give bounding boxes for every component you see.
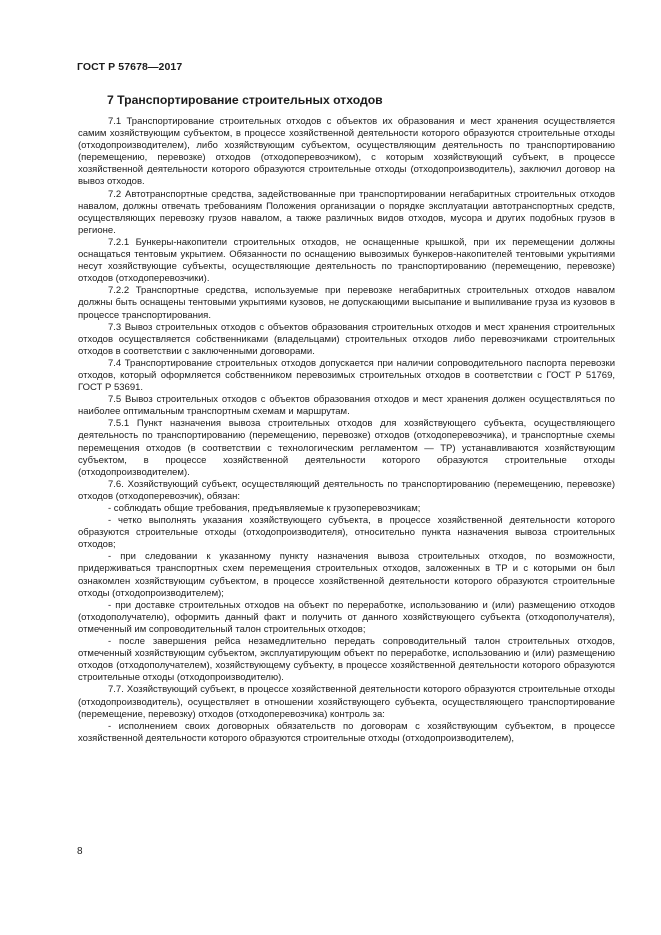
list-item: - исполнением своих договорных обязательств по договорам с хозяйствующим субъектом, в процессе хозяйственной деятельности которого образуются строительные отходы (отходопроизводителем), bbox=[78, 720, 615, 744]
paragraph-7-5: 7.5 Вывоз строительных отходов с объектов образования отходов и мест хранения должен осуществляться по наиболее оптимальным транспортным схемам и маршрутам. bbox=[78, 394, 615, 418]
paragraph-7-3: 7.3 Вывоз строительных отходов с объектов образования строительных отходов и мест хранения строительных отходов осуществляется собственниками (владельцами) строительных отходов либо перевозчиками строительных отходов в соответствии с заключенными договорами. bbox=[78, 321, 615, 357]
document-header: ГОСТ Р 57678—2017 bbox=[77, 61, 183, 73]
paragraph-7-2-1: 7.2.1 Бункеры-накопители строительных отходов, не оснащенные крышкой, при их перемещении должны оснащаться тентовым укрытием. Обязанности по оснащению вывозимых бункеров-накопителей тентовыми укрытиями несут хозяйствующие субъекты, осуществляющие деятельность по транспортированию (перемещению, перевозке) отходов (отходоперевозчики). bbox=[78, 236, 615, 285]
list-item: - после завершения рейса незамедлительно передать сопроводительный талон строительных отходов, отмеченный хозяйствующим субъектом, эксплуатирующим объект по переработке, использованию и (или) размещению отходов (отходополучателем), хозяйствующему субъекту, в процессе хозяйственной деятельности которого образуются строительные отходы (отходопроизводителю). bbox=[78, 636, 615, 684]
document-body bbox=[78, 116, 615, 745]
page-number: 8 bbox=[77, 846, 83, 857]
paragraph-7-7: 7.7. Хозяйствующий субъект, в процессе хозяйственной деятельности которого образуются строительные отходы (отходопроизводитель), осуществляет в отношении хозяйствующего субъекта, осуществляющего транспортирование (перемещение, перевозку) отходов (отходоперевозчика) контроль за: bbox=[78, 684, 615, 720]
list-item: - при доставке строительных отходов на объект по переработке, использованию и (или) размещению отходов (отходополучателю), оформить данный факт и получить от данного хозяйствующего субъекта (отходополучателя), отмеченный им сопроводительный талон строительных отходов; bbox=[78, 599, 615, 635]
paragraph-7-5-1: 7.5.1 Пункт назначения вывоза строительных отходов для хозяйствующего субъекта, осуществляющего деятельность по транспортированию (перемещению, перевозке) отходов (отходоперевозчика), и транспортные схемы перемещения отходов (в соответствии с технологическим регламентом — ТР) устанавливаются хозяйствующим субъектом, в процессе хозяйственной деятельности которого образуются строительные отходы (отходопроизводителем). bbox=[78, 418, 615, 478]
paragraph-7-1: 7.1 Транспортирование строительных отходов с объектов их образования и мест хранения осуществляется самим хозяйствующим субъектом, в процессе хозяйственной деятельности которого образуются строительные отходы (отходопроизводителем), либо хозяйствующим субъектом, осуществляющим деятельность по транспортированию (перемещению, перевозке) отходов (отходоперевозчиком), с которым хозяйствующий субъект, в процессе хозяйственной деятельности которого образуются строительные отходы (отходопроизводитель), заключил договор на вывоз отходов. bbox=[78, 116, 615, 188]
paragraph-7-4: 7.4 Транспортирование строительных отходов допускается при наличии сопроводительного паспорта перевозки отходов, который оформляется собственником перевозимых строительных отходов в соответствии с ГОСТ Р 51769, ГОСТ Р 53691. bbox=[78, 357, 615, 394]
list-item: - при следовании к указанному пункту назначения вывоза строительных отходов, по возможности, придерживаться транспортных схем перемещения строительных отходов, заложенных в ТР и с которыми он был ознакомлен хозяйствующим субъектом, в процессе хозяйственной деятельности которого образуются строительные отходы (отходопроизводителем); bbox=[78, 551, 615, 599]
section-title: 7 Транспортирование строительных отходов bbox=[107, 93, 383, 107]
paragraph-7-2-2: 7.2.2 Транспортные средства, используемые при перевозке негабаритных строительных отходов навалом должны быть оснащены тентовыми укрытиями кузовов, не допускающими высыпание и выпиливание груза из кузовов в процессе транспортирования. bbox=[78, 285, 615, 321]
paragraph-7-2: 7.2 Автотранспортные средства, задействованные при транспортировании негабаритных строительных отходов навалом, должны отвечать требованиям Положения организации о порядке эксплуатации автотранспортных средств, осуществляющих перевозку грузов навалом, а также различных видов отходов, мусора и других подобных грузов в регионе. bbox=[78, 188, 615, 236]
list-item: - четко выполнять указания хозяйствующего субъекта, в процессе хозяйственной деятельности которого образуются строительные отходы (отходопроизводителя), относительно пункта назначения вывоза строительных отходов; bbox=[78, 515, 615, 551]
paragraph-7-6: 7.6. Хозяйствующий субъект, осуществляющий деятельность по транспортированию (перемещению, перевозке) отходов (отходоперевозчик), обязан: bbox=[78, 478, 615, 502]
list-item: - соблюдать общие требования, предъявляемые к грузоперевозчикам; bbox=[108, 503, 421, 514]
